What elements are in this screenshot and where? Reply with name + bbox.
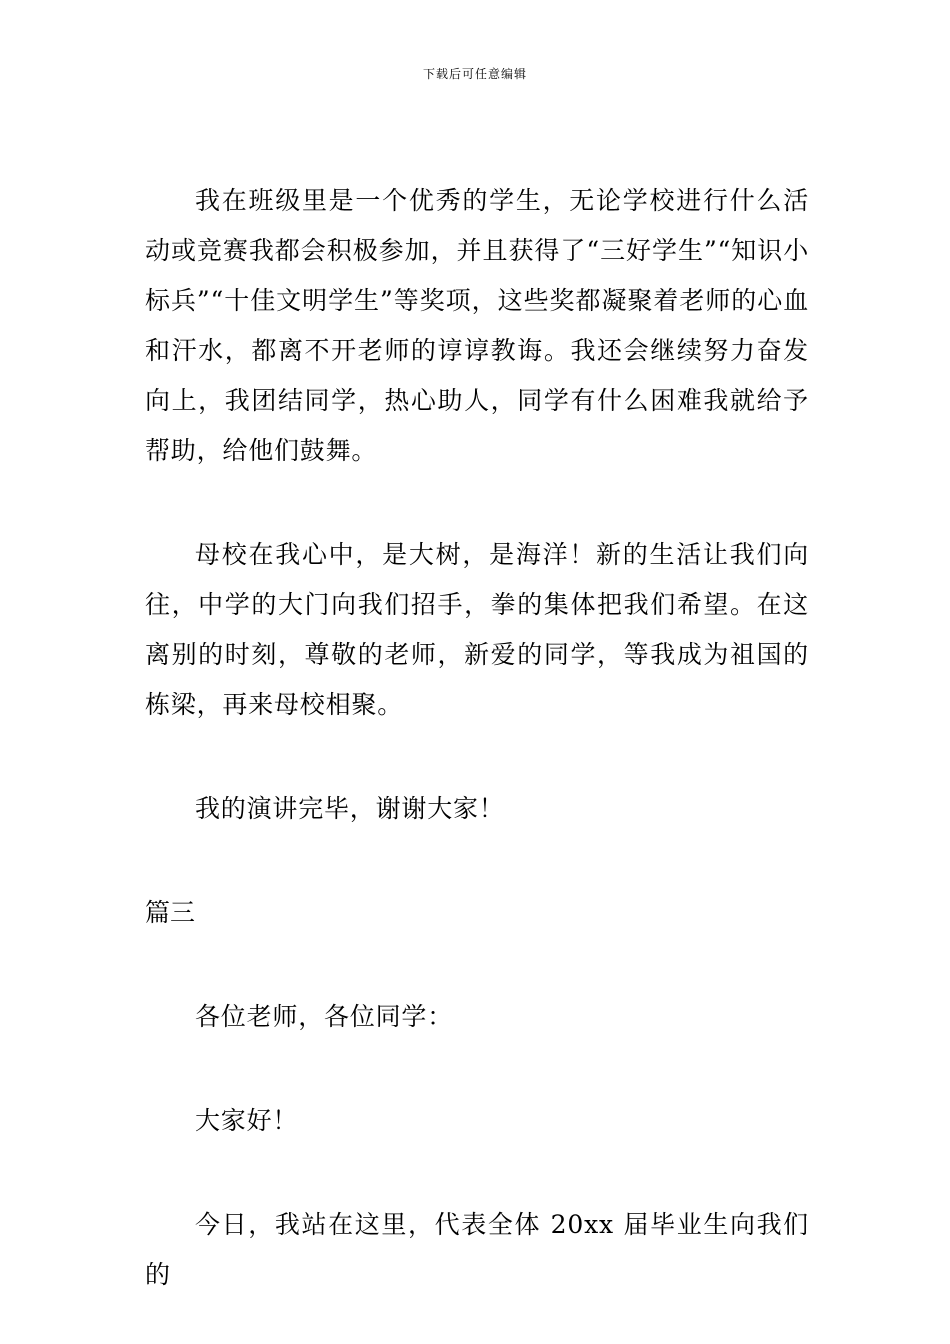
paragraph-gap	[145, 1146, 809, 1200]
paragraph-gap	[145, 730, 809, 784]
section-heading: 篇三	[145, 898, 196, 927]
paragraph-greeting: 大家好！	[195, 1106, 299, 1135]
paragraph-gap	[145, 834, 809, 888]
paragraph-salutation: 各位老师，各位同学：	[195, 1002, 454, 1031]
page-header-note: 下载后可任意编辑	[422, 67, 527, 81]
paragraph-gap	[145, 938, 809, 992]
paragraph-achievements: 我在班级里是一个优秀的学生，无论学校进行什么活动或竞赛我都会积极参加，并且获得了“三好学生”“知识小标兵”“十佳文明学生”等奖项，这些奖都凝聚着老师的心血和汗水，都离不开老师的谆谆教诲。我还会继续努力奋发向上，我团结同学，热心助人，同学有什么困难我就给予帮助，给他们鼓舞。	[145, 186, 809, 465]
paragraph-opening: 今日，我站在这里，代表全体 20xx 届毕业生向我们的	[145, 1210, 809, 1289]
paragraph-gap	[145, 476, 809, 530]
paragraph-alma-mater: 母校在我心中，是大树，是海洋！新的生活让我们向往，中学的大门向我们招手，拳的集体把我们希望。在这离别的时刻，尊敬的老师，新爱的同学，等我成为祖国的栋梁，再来母校相聚。	[145, 540, 809, 719]
paragraph-gap	[145, 1042, 809, 1096]
paragraph-closing: 我的演讲完毕，谢谢大家！	[195, 794, 505, 823]
document-body	[145, 176, 809, 1300]
